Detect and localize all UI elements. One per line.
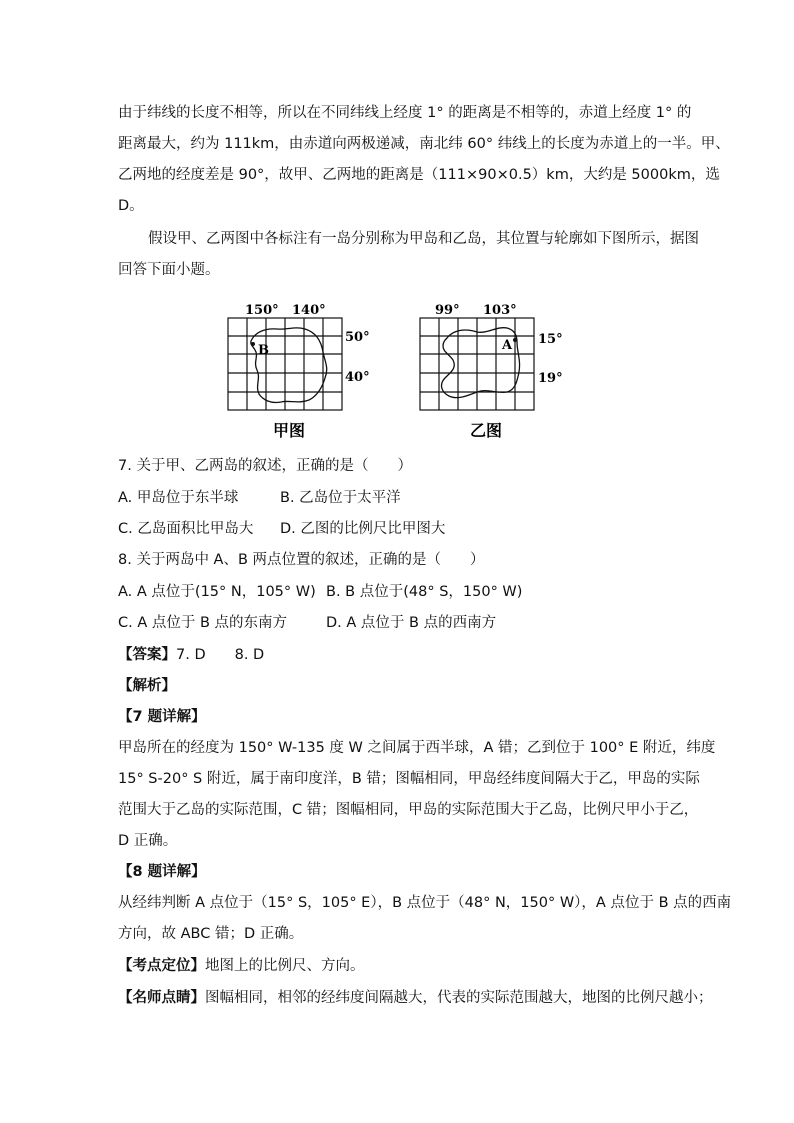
text-line-2: 距离最大，约为 111km，由赤道向两极递减，南北纬 60° 纬线上的长度为赤道上的一半。甲、 xyxy=(118,136,730,152)
kaodian-tag: 【考点定位】 xyxy=(118,958,205,974)
mingshi-text: 图幅相同，相邻的经纬度间隔越大，代表的实际范围越大，地图的比例尺越小； xyxy=(205,990,713,1006)
q7-option-c: C. 乙岛面积比甲岛大 xyxy=(118,521,254,537)
q8-detail-tag: 【8 题详解】 xyxy=(118,864,206,880)
analysis-tag: 【解析】 xyxy=(118,678,176,694)
jia-caption: 甲图 xyxy=(273,421,306,440)
island-figure xyxy=(225,296,563,446)
jia-grid xyxy=(228,318,342,410)
jia-label-150: 150° xyxy=(245,303,279,318)
point-b-label: B xyxy=(258,343,269,358)
text-line-5: 假设甲、乙两图中各标注有一岛分别称为甲岛和乙岛，其位置与轮廓如下图所示，据图 xyxy=(148,231,699,247)
yi-label-99: 99° xyxy=(435,303,460,318)
answer-tag: 【答案】 xyxy=(118,647,176,663)
text-line-3: 乙两地的经度差是 90°，故甲、乙两地的距离是（111×90×0.5）km，大约是 5000km，选 xyxy=(118,167,720,183)
q8-detail-line-1: 从经纬判断 A 点位于（15° S，105° E），B 点位于（48° N，150° W），A 点位于 B 点的西南 xyxy=(118,895,732,911)
q7-detail-tag: 【7 题详解】 xyxy=(118,709,206,725)
q8-option-b: B. B 点位于(48° S，150° W) xyxy=(326,584,523,600)
q8-option-c: C. A 点位于 B 点的东南方 xyxy=(118,615,288,631)
question-7: 7. 关于甲、乙两岛的叙述，正确的是（ ） xyxy=(118,458,412,474)
text-line-6: 回答下面小题。 xyxy=(118,262,220,278)
mingshi-tag: 【名师点睛】 xyxy=(118,990,205,1006)
point-a-label: A xyxy=(502,338,513,353)
answer-text: 7. D 8. D xyxy=(176,647,265,663)
jia-label-140: 140° xyxy=(292,303,326,318)
q7-option-d: D. 乙图的比例尺比甲图大 xyxy=(280,521,446,537)
kaodian-text: 地图上的比例尺、方向。 xyxy=(205,958,365,974)
text-line-4: D。 xyxy=(118,198,144,214)
yi-label-103: 103° xyxy=(483,303,517,318)
yi-label-15: 15° xyxy=(538,332,563,347)
q7-option-b: B. 乙岛位于太平洋 xyxy=(280,490,401,506)
q7-detail-line-2: 15° S-20° S 附近，属于南印度洋，B 错；图幅相同，甲岛经纬度间隔大于乙，甲岛的实际 xyxy=(118,771,700,787)
q7-detail-line-4: D 正确。 xyxy=(118,833,178,849)
point-a-marker xyxy=(513,338,517,342)
yi-caption: 乙图 xyxy=(470,421,503,440)
answer-line xyxy=(118,645,264,665)
q8-detail-line-2: 方向，故 ABC 错；D 正确。 xyxy=(118,926,304,942)
mingshi-line xyxy=(118,988,713,1008)
q7-option-a: A. 甲岛位于东半球 xyxy=(118,490,239,506)
jia-label-40: 40° xyxy=(345,370,370,385)
jia-island-outline xyxy=(251,328,327,403)
q8-option-d: D. A 点位于 B 点的西南方 xyxy=(326,615,497,631)
q7-detail-line-3: 范围大于乙岛的实际范围，C 错；图幅相同，甲岛的实际范围大于乙岛，比例尺甲小于乙， xyxy=(118,802,699,818)
kaodian-line xyxy=(118,956,365,976)
text-line-1: 由于纬线的长度不相等，所以在不同纬线上经度 1° 的距离是不相等的，赤道上经度 1° 的 xyxy=(118,105,692,121)
yi-label-19: 19° xyxy=(538,371,563,386)
q7-detail-line-1: 甲岛所在的经度为 150° W-135 度 W 之间属于西半球，A 错；乙到位于 100° E 附近，纬度 xyxy=(118,740,716,756)
island-figure-svg xyxy=(225,296,563,446)
q8-option-a: A. A 点位于(15° N，105° W) xyxy=(118,584,316,600)
question-8: 8. 关于两岛中 A、B 两点位置的叙述，正确的是（ ） xyxy=(118,552,485,568)
jia-label-50: 50° xyxy=(345,330,370,345)
point-b-marker xyxy=(251,342,255,346)
